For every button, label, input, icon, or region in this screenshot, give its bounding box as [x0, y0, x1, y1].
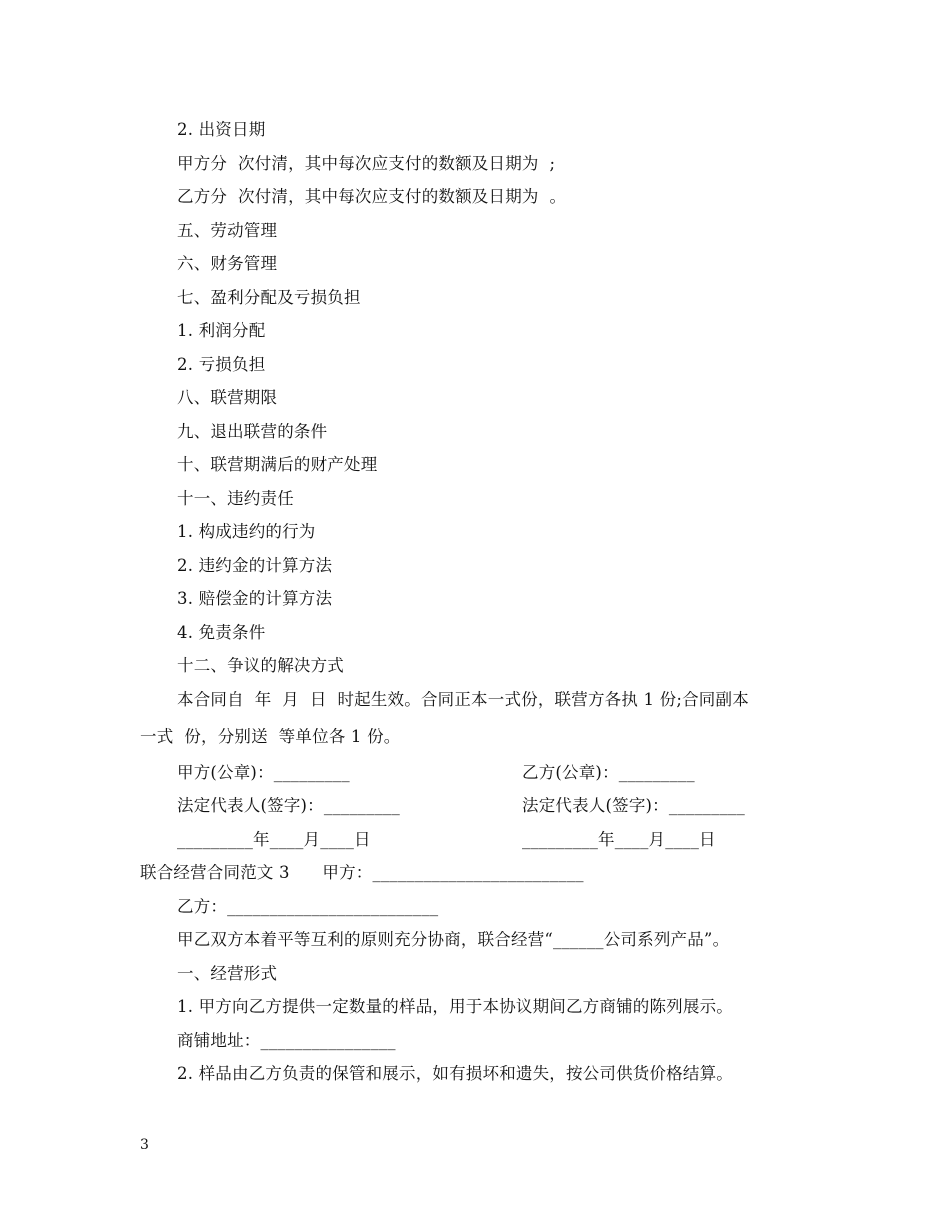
section-heading: 五、劳动管理 [177, 221, 278, 240]
contract-heading: 联合经营合同范文 3 甲方：_________________________ [140, 863, 584, 882]
text-line: 1. 甲方向乙方提供一定数量的样品，用于本协议期间乙方商铺的陈列展示。 [177, 997, 733, 1016]
party-b-date: _________年____月____日 [522, 830, 716, 849]
text-line: 2. 出资日期 [177, 120, 266, 139]
section-heading: 一、经营形式 [177, 964, 278, 983]
text-line: 4. 免责条件 [177, 623, 266, 642]
text-line: 一式 份，分别送 等单位各 1 份。 [140, 727, 401, 746]
text-line: 1. 构成违约的行为 [177, 522, 316, 541]
text-line: 2. 违约金的计算方法 [177, 556, 333, 575]
text-line: 2. 亏损负担 [177, 355, 266, 374]
shop-address-line: 商铺地址：________________ [177, 1031, 396, 1050]
party-b-line: 乙方：_________________________ [177, 897, 439, 916]
text-line: 甲乙双方本着平等互利的原则充分协商，联合经营“______公司系列产品”。 [177, 930, 730, 949]
section-heading: 六、财务管理 [177, 254, 278, 273]
party-b-representative: 法定代表人(签字)：_________ [522, 796, 745, 815]
text-line: 1. 利润分配 [177, 321, 266, 340]
text-line: 乙方分 次付清，其中每次应支付的数额及日期为 。 [177, 187, 567, 206]
section-heading: 十、联营期满后的财产处理 [177, 455, 378, 474]
page-number: 3 [140, 1137, 149, 1153]
text-line: 本合同自 年 月 日 时起生效。合同正本一式份，联营方各执 1 份;合同副本 [177, 690, 749, 709]
party-a-representative: 法定代表人(签字)：_________ [177, 796, 400, 815]
party-a-seal: 甲方(公章)：_________ [177, 763, 350, 782]
text-line: 2. 样品由乙方负责的保管和展示，如有损坏和遗失，按公司供货价格结算。 [177, 1064, 733, 1083]
section-heading: 九、退出联营的条件 [177, 422, 328, 441]
section-heading: 十一、违约责任 [177, 489, 294, 508]
section-heading: 七、盈利分配及亏损负担 [177, 288, 361, 307]
text-line: 甲方分 次付清，其中每次应支付的数额及日期为 ; [177, 154, 556, 173]
party-a-date: _________年____月____日 [177, 830, 371, 849]
section-heading: 八、联营期限 [177, 388, 278, 407]
section-heading: 十二、争议的解决方式 [177, 656, 344, 675]
party-b-seal: 乙方(公章)：_________ [522, 763, 695, 782]
text-line: 3. 赔偿金的计算方法 [177, 589, 333, 608]
